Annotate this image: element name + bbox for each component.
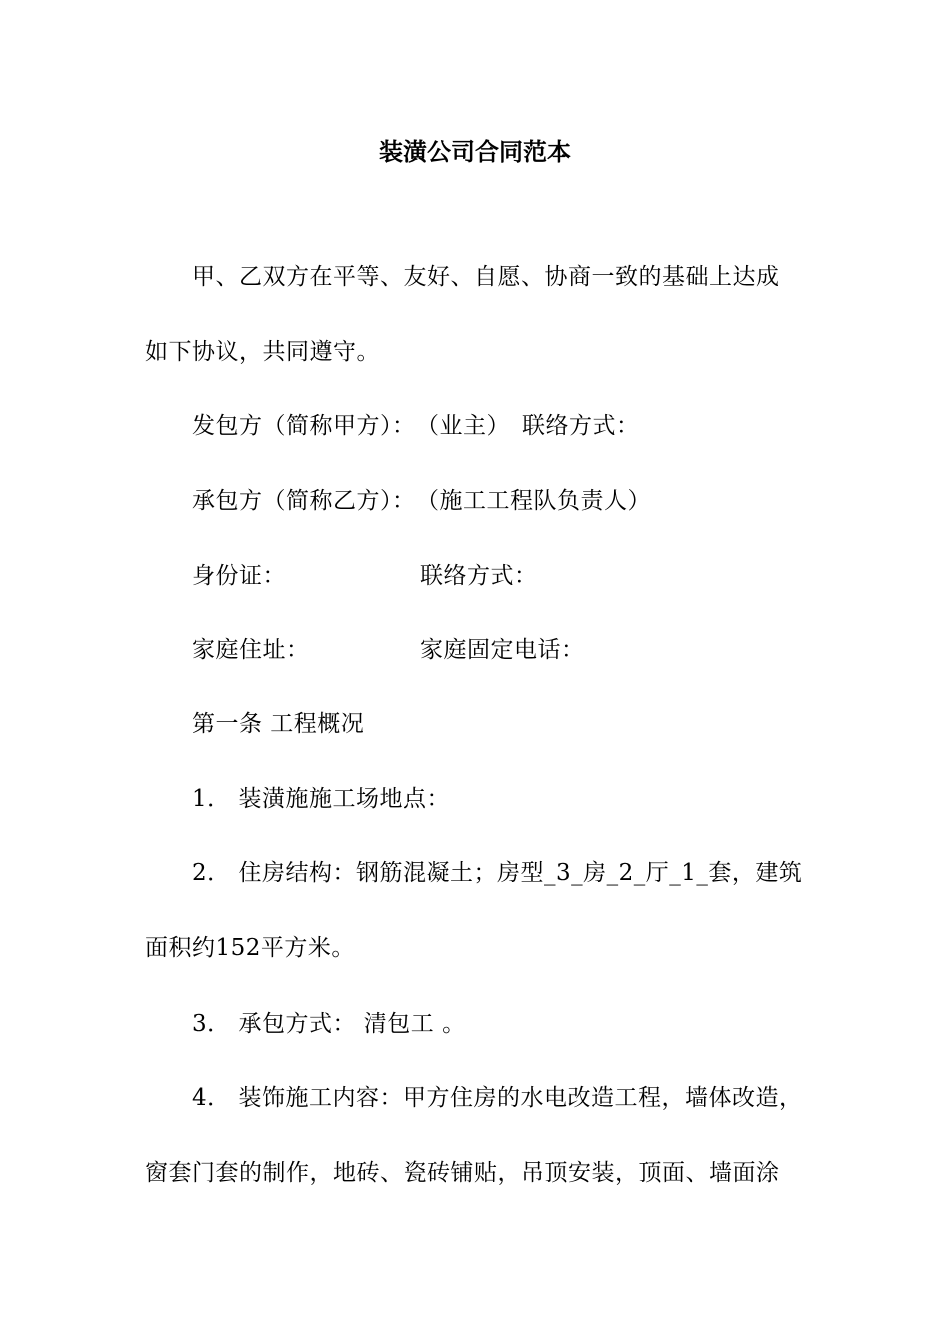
contact-label: 联络方式： [420, 563, 538, 589]
item-4-line-2: 窗套门套的制作，地砖、瓷砖铺贴，吊顶安装，顶面、墙面涂 [145, 1160, 780, 1186]
intro-line-2: 如下协议，共同遵守。 [145, 339, 380, 365]
item-2-line-1: 2． 住房结构：钢筋混凝土；房型_3_房_2_厅_1_套，建筑 [192, 860, 803, 886]
id-card-label: 身份证： [192, 563, 286, 589]
item-1: 1． 装潢施施工场地点： [192, 786, 450, 812]
article-1-heading: 第一条 工程概况 [192, 711, 365, 737]
item-2-line-2: 面积约152平方米。 [145, 935, 355, 961]
item-4-line-1: 4． 装饰施工内容：甲方住房的水电改造工程，墙体改造， [192, 1085, 803, 1111]
home-address-label: 家庭住址： [192, 637, 310, 663]
party-a-line: 发包方（简称甲方）： （业主） 联络方式： [192, 413, 640, 439]
item-3: 3． 承包方式： 清包工 。 [192, 1011, 466, 1037]
document-title: 装潢公司合同范本 [379, 137, 571, 166]
intro-line-1: 甲、乙双方在平等、友好、自愿、协商一致的基础上达成 [192, 264, 780, 290]
home-phone-label: 家庭固定电话： [420, 637, 585, 663]
party-b-line: 承包方（简称乙方）： （施工工程队负责人） [192, 488, 651, 514]
